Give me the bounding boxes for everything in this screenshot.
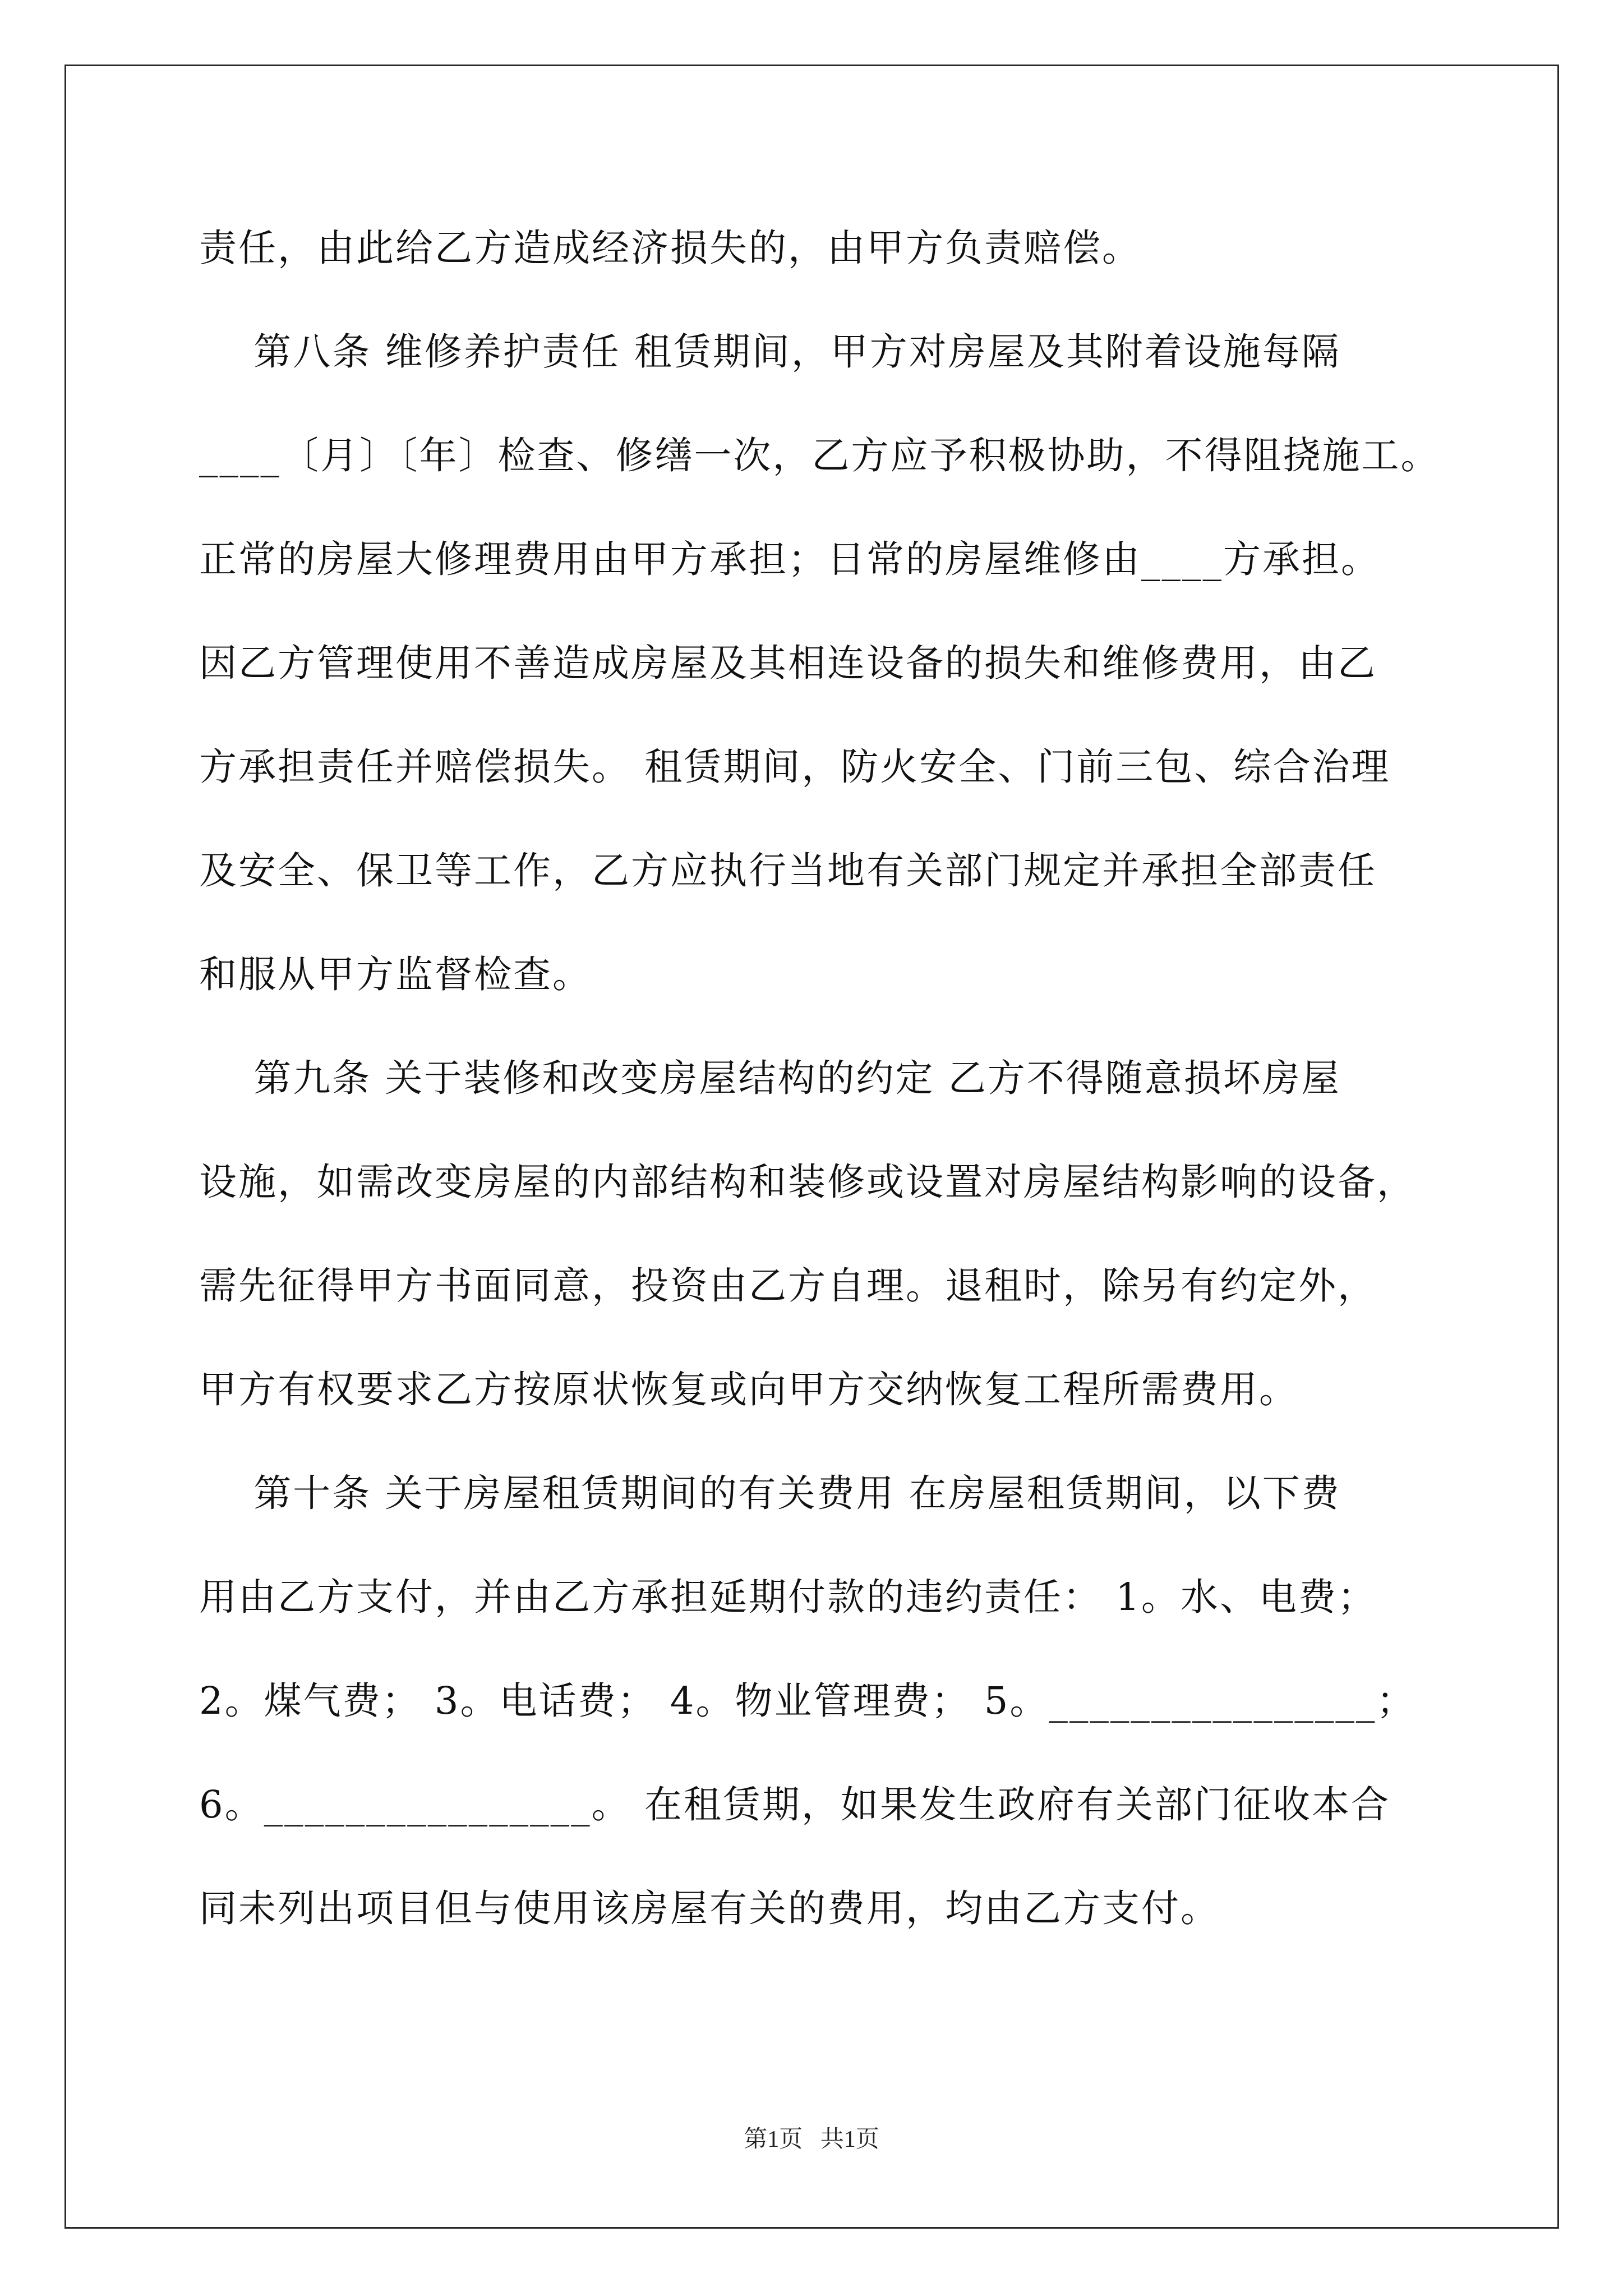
text-line: 责任，由此给乙方造成经济损失的，由甲方负责赔偿。 <box>199 226 1141 270</box>
text-line: 因乙方管理使用不善造成房屋及其相连设备的损失和维修费用，由乙 <box>199 641 1377 685</box>
text-line: 2。煤气费； 3。电话费； 4。物业管理费； 5。________________； <box>199 1679 1416 1723</box>
text-line: 设施，如需改变房屋的内部结构和装修或设置对房屋结构影响的设备， <box>199 1160 1416 1204</box>
text-line: 用由乙方支付，并由乙方承担延期付款的违约责任： 1。水、电费； <box>199 1575 1377 1619</box>
text-line: 方承担责任并赔偿损失。 租赁期间，防火安全、门前三包、综合治理 <box>199 745 1391 789</box>
text-line: ____〔月〕〔年〕检查、修缮一次，乙方应予积极协助，不得阻挠施工。 <box>199 434 1440 477</box>
text-line: 第八条 维修养护责任 租赁期间，甲方对房屋及其附着设施每隔 <box>199 330 1341 374</box>
text-line: 第九条 关于装修和改变房屋结构的约定 乙方不得随意损坏房屋 <box>199 1056 1341 1100</box>
text-line: 和服从甲方监督检查。 <box>199 953 592 996</box>
text-line: 需先征得甲方书面同意，投资由乙方自理。退租时，除另有约定外， <box>199 1264 1377 1308</box>
text-line: 甲方有权要求乙方按原状恢复或向甲方交纳恢复工程所需费用。 <box>199 1368 1298 1411</box>
document-body <box>199 196 1440 1961</box>
text-line: 6。________________。 在租赁期，如果发生政府有关部门征收本合 <box>199 1783 1390 1826</box>
text-line: 同未列出项目但与使用该房屋有关的费用，均由乙方支付。 <box>199 1887 1220 1930</box>
text-line: 正常的房屋大修理费用由甲方承担；日常的房屋维修由____方承担。 <box>199 537 1380 581</box>
text-line: 第十条 关于房屋租赁期间的有关费用 在房屋租赁期间，以下费 <box>199 1471 1341 1515</box>
text-line: 及安全、保卫等工作，乙方应执行当地有关部门规定并承担全部责任 <box>199 849 1377 892</box>
page-number: 第1页 共1页 <box>744 2127 879 2152</box>
